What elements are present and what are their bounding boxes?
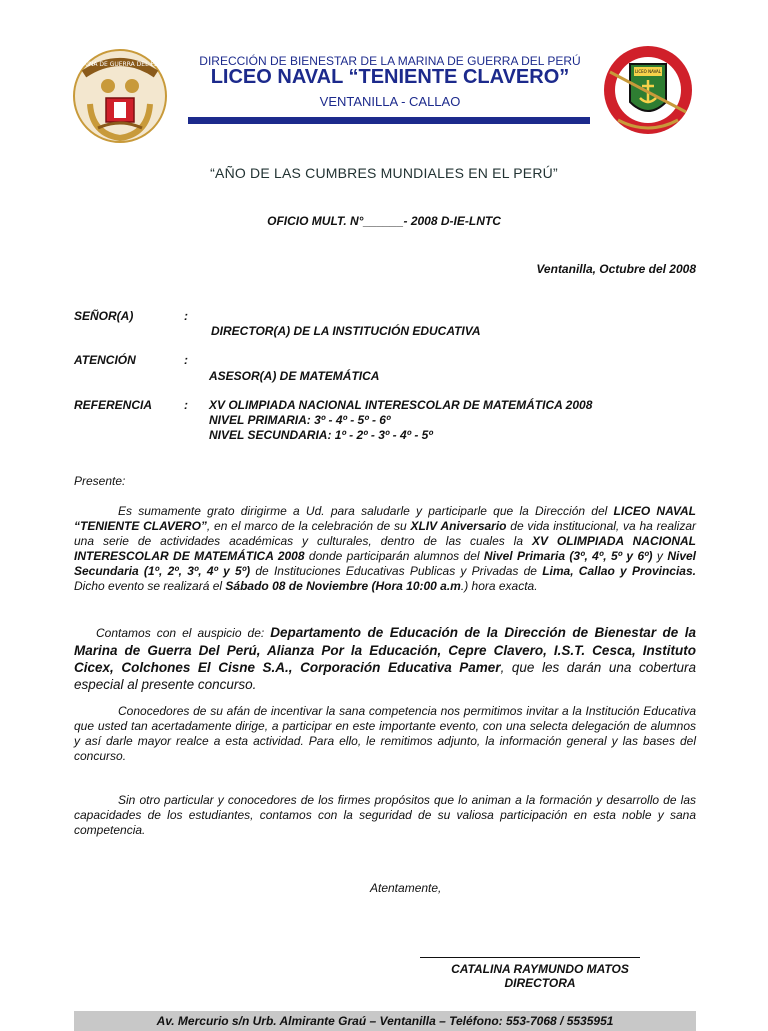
year-motto: “AÑO DE LAS CUMBRES MUNDIALES EN EL PERÚ”	[210, 165, 558, 181]
header-divider	[188, 117, 590, 124]
senor-colon: :	[184, 309, 188, 323]
paragraph-announcement: Es sumamente grato dirigirme a Ud. para saludarle y participarle que la Dirección del LICEO NAVAL “TENIENTE CLAVERO”, en el marco de la celebración de su XLIV Aniversario de vida institucional, va ha realizar una serie de actividades académicas y culturales, dentro de las cuales la XV OLIMPIADA NACIONAL INTERESCOLAR DE MATEMÁTICA 2008 donde participarán alumnos del Nivel Primaria (3º, 4º, 5º y 6º) y Nivel Secundaria (1º, 2º, 3º, 4º y 5º) de Instituciones Educativas Publicas y Privadas de Lima, Callao y Provincias. Dicho evento se realizará el Sábado 08 de Noviembre (Hora 10:00 a.m.) hora exacta.	[74, 504, 697, 593]
paragraph-sponsors: Contamos con el auspicio de: Departamento de Educación de la Dirección de Bienestar de la Marina de Guerra Del Perú, Alianza Por la Educación, Cepre Clavero, I.S.T. Cesca, Instituto Cicex, Colchones El Cisne S.A., Corporación Educativa Pamer, que les darán una cobertura especial al presente concurso.	[74, 625, 696, 692]
svg-text:MARINA DE GUERRA DEL PERU: MARINA DE GUERRA DEL PERU	[73, 61, 167, 68]
greeting: Presente:	[74, 474, 126, 488]
referencia-line-3: NIVEL SECUNDARIA: 1º - 2º - 3º - 4º - 5º	[209, 428, 433, 442]
referencia-colon: :	[184, 398, 188, 412]
atencion-colon: :	[184, 353, 188, 367]
referencia-label: REFERENCIA	[74, 398, 153, 412]
closing-salutation: Atentamente,	[370, 881, 442, 895]
senor-label: SEÑOR(A)	[74, 309, 134, 323]
paragraph-invitation: Conocedores de su afán de incentivar la sana competencia nos permitimos invitar a la Institución Educativa que usted tan acertadamente dirige, a participar en este importante evento, con una selecta delegación de alumnos y así darle mayor realce a esta actividad. Para ello, le remitimos adjunto, la información general y las bases del concurso.	[74, 704, 696, 763]
school-badge-logo	[600, 42, 696, 138]
header-school-title: LICEO NAVAL “TENIENTE CLAVERO”	[210, 66, 570, 88]
reference-number: OFICIO MULT. N°______- 2008 D-IE-LNTC	[267, 214, 501, 228]
letter-date: Ventanilla, Octubre del 2008	[536, 262, 696, 276]
header-directorate: DIRECCIÓN DE BIENESTAR DE LA MARINA DE GUERRA DEL PERÚ	[199, 54, 581, 68]
referencia-line-2: NIVEL PRIMARIA: 3º - 4º - 5º - 6º	[209, 413, 391, 427]
referencia-line-1: XV OLIMPIADA NACIONAL INTERESCOLAR DE MATEMÁTICA 2008	[209, 398, 593, 412]
footer-address: Av. Mercurio s/n Urb. Almirante Graú – Ventanilla – Teléfono: 553-7068 / 5535951	[74, 1011, 696, 1031]
atencion-label: ATENCIÓN	[74, 353, 136, 367]
signatory-role: DIRECTORA	[504, 976, 576, 990]
senor-value: DIRECTOR(A) DE LA INSTITUCIÓN EDUCATIVA	[211, 324, 481, 338]
signatory-name: CATALINA RAYMUNDO MATOS	[451, 962, 629, 976]
referencia-values	[209, 398, 592, 443]
svg-text:LICEO NAVAL: LICEO NAVAL	[634, 69, 662, 74]
signature-line	[420, 957, 640, 958]
header-location: VENTANILLA - CALLAO	[319, 94, 461, 109]
atencion-value: ASESOR(A) DE MATEMÁTICA	[209, 369, 380, 383]
paragraph-closing: Sin otro particular y conocedores de los firmes propósitos que lo animan a la formación y desarrollo de las capacidades de los estudiantes, contamos con la seguridad de su valiosa participación en esta noble y sana competencia.	[74, 793, 696, 837]
navy-crest-logo	[70, 44, 170, 144]
